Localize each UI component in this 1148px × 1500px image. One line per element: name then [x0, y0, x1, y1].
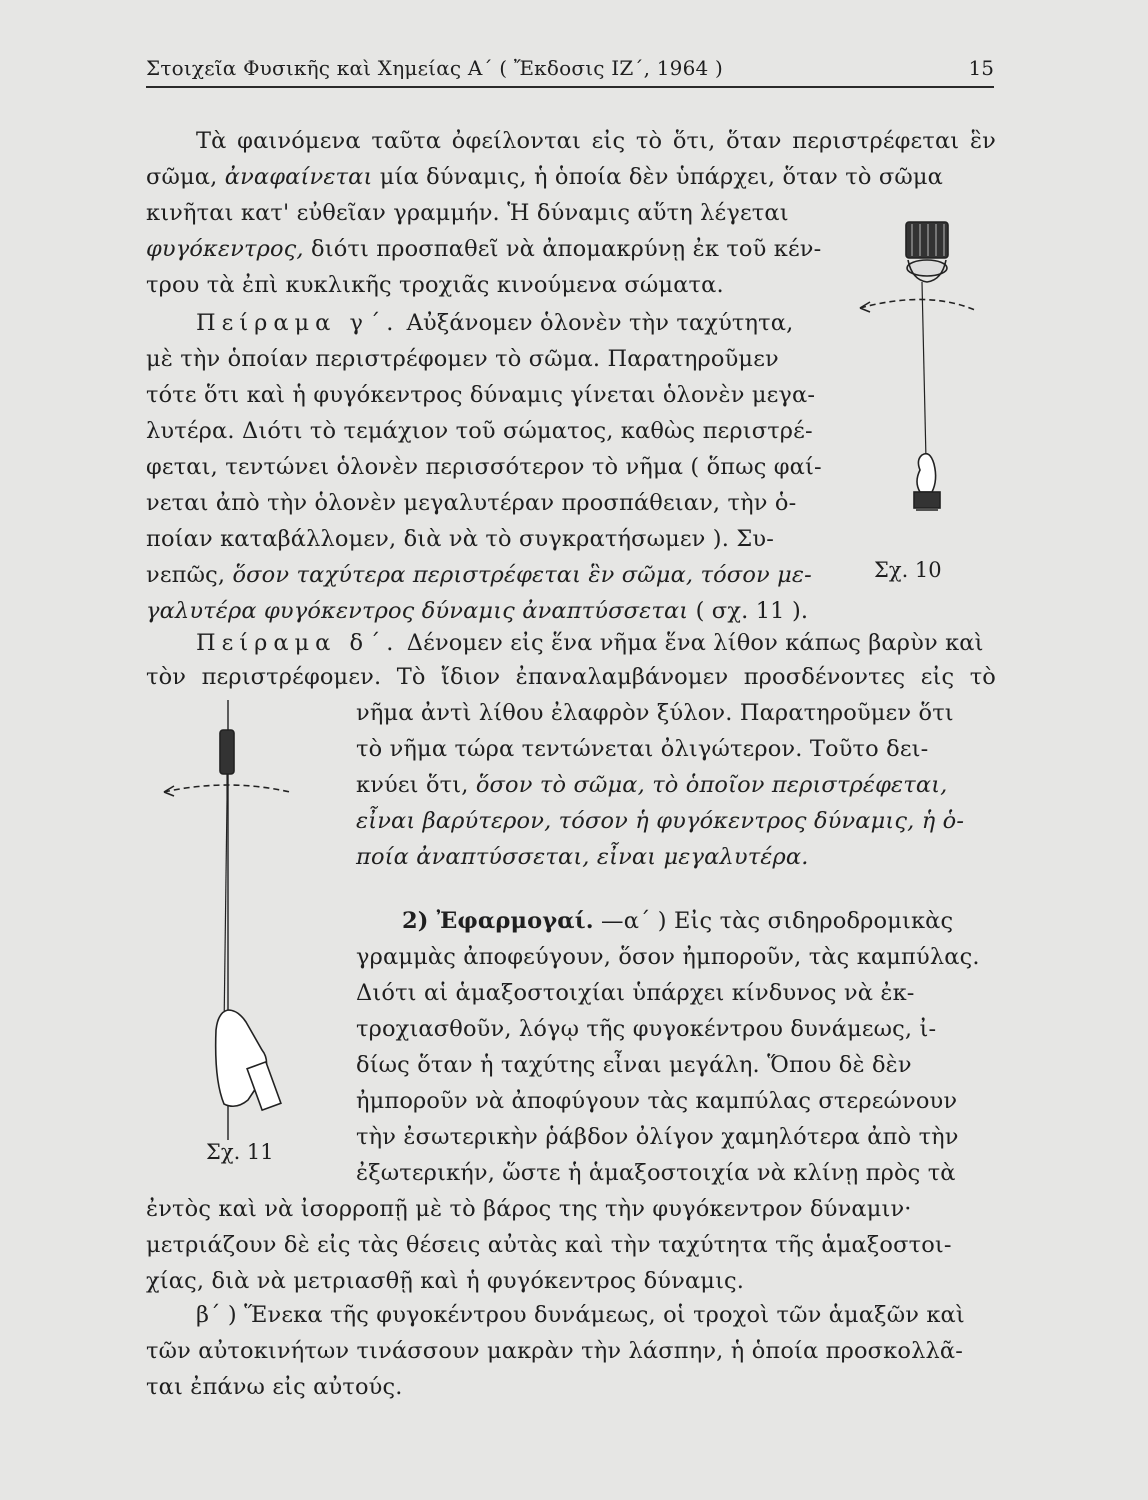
emphasis: γαλυτέρα φυγόκεντρος δύναμις ἀναπτύσσεται — [146, 598, 689, 624]
text-line: λυτέρα. Διότι τὸ τεμάχιον τοῦ σώματος, καθὼς περιστρέ- — [146, 418, 813, 444]
text-line: δίως ὅταν ἡ ταχύτης εἶναι μεγάλη. Ὅπου δὲ δὲν — [356, 1052, 912, 1078]
text-line: β΄ ) Ἕνεκα τῆς φυγοκέντρου δυνάμεως, οἱ τροχοὶ τῶν ἁμαξῶν καὶ — [196, 1302, 965, 1328]
text-line: Πείραμα δ΄. Δένομεν εἰς ἕνα νῆμα ἕνα λίθον κάπως βαρὺν καὶ — [196, 630, 984, 656]
text-line: Πείραμα γ΄. Αὐξάνομεν ὁλονὲν τὴν ταχύτητα, — [196, 310, 794, 336]
text-line: τροχιασθοῦν, λόγῳ τῆς φυγοκέντρου δυνάμεως, ἰ- — [356, 1016, 937, 1042]
text-line: τότε ὅτι καὶ ἡ φυγόκεντρος δύναμις γίνεται ὁλονὲν μεγα- — [146, 382, 816, 408]
figure-11 — [158, 700, 318, 1140]
text-line: γραμμὰς ἀποφεύγουν, ὅσον ἠμποροῦν, τὰς καμπύλας. — [356, 944, 980, 970]
figure-10-caption: Σχ. 10 — [874, 558, 942, 582]
text-line: χίας, διὰ νὰ μετριασθῇ καὶ ἡ φυγόκεντρος δύναμις. — [146, 1268, 745, 1294]
text-line: τρου τὰ ἐπὶ κυκλικῆς τροχιᾶς κινούμενα σώματα. — [146, 272, 724, 298]
text-line: νῆμα ἀντὶ λίθου ἐλαφρὸν ξύλον. Παρατηροῦμεν ὅτι — [356, 700, 954, 726]
emphasis: ὅσον τὸ σῶμα, τὸ ὁποῖον περιστρέφεται, — [475, 772, 948, 798]
hand-holding-rod-with-weight-illustration — [164, 700, 290, 1140]
text-line: ἐξωτερικήν, ὥστε ἡ ἁμαξοστοιχία νὰ κλίνῃ πρὸς τὰ — [356, 1160, 956, 1186]
text-line: φεται, τεντώνει ὁλονὲν περισσότερον τὸ νῆμα ( ὅπως φαί- — [146, 454, 822, 480]
text-line: νεπῶς, ὅσον ταχύτερα περιστρέφεται ἓν σῶμα, τόσον με- — [146, 562, 812, 588]
text-line: Τὰ φαινόμενα ταῦτα ὀφείλονται εἰς τὸ ὅτι, ὅταν περιστρέφεται ἓν — [196, 128, 996, 154]
emphasis: φυγόκεντρος, — [146, 236, 304, 262]
section-heading: 2) Ἐφαρμογαί. — [402, 908, 594, 934]
figure-10 — [850, 210, 990, 550]
text-line: εἶναι βαρύτερον, τόσον ἡ φυγόκεντρος δύναμις, ἡ ὁ- — [356, 808, 965, 834]
text-line: ἐντὸς καὶ νὰ ἰσορροπῇ μὲ τὸ βάρος της τὴν φυγόκεντρον δύναμιν· — [146, 1196, 912, 1222]
text-line: κνύει ὅτι, ὅσον τὸ σῶμα, τὸ ὁποῖον περιστρέφεται, — [356, 772, 948, 798]
text-line: σῶμα, ἀναφαίνεται μία δύναμις, ἡ ὁποία δὲν ὑπάρχει, ὅταν τὸ σῶμα — [146, 164, 944, 190]
text-line: μὲ τὴν ὁποίαν περιστρέφομεν τὸ σῶμα. Παρατηροῦμεν — [146, 346, 779, 372]
text-line: νεται ἀπὸ τὴν ὁλονὲν μεγαλυτέραν προσπάθειαν, τὴν ὁ- — [146, 490, 797, 516]
text-line: ποία ἀναπτύσσεται, εἶναι μεγαλυτέρα. — [356, 844, 809, 870]
experiment-label: Πείραμα δ΄. — [196, 630, 400, 656]
hand-rotating-weighted-string-illustration — [860, 222, 975, 510]
text-line: τὸ νῆμα τώρα τεντώνεται ὀλιγώτερον. Τοῦτο δει- — [356, 736, 929, 762]
page-number: 15 — [968, 56, 994, 80]
emphasis: ὅσον ταχύτερα περιστρέφεται ἓν σῶμα, τόσον με- — [232, 562, 812, 588]
experiment-label: Πείραμα γ΄. — [196, 310, 400, 336]
text-line: 2) Ἐφαρμογαί. —α΄ ) Εἰς τὰς σιδηροδρομικὰς — [402, 908, 954, 934]
text-line: μετριάζουν δὲ εἰς τὰς θέσεις αὐτὰς καὶ τὴν ταχύτητα τῆς ἁμαξοστοι- — [146, 1232, 952, 1258]
text-line: τὸν περιστρέφομεν. Τὸ ἴδιον ἐπαναλαμβάνομεν προσδένοντες εἰς τὸ — [146, 664, 996, 690]
text-line: ποίαν καταβάλλομεν, διὰ νὰ τὸ συγκρατήσωμεν ). Συ- — [146, 526, 774, 552]
header-title: Στοιχεῖα Φυσικῆς καὶ Χημείας Α΄ ( Ἔκδοσις ΙΖ΄, 1964 ) — [146, 56, 723, 80]
text-line: κινῆται κατ' εὐθεῖαν γραμμήν. Ἡ δύναμις αὕτη λέγεται — [146, 200, 789, 226]
text-line: ἠμποροῦν νὰ ἀποφύγουν τὰς καμπύλας στερεώνουν — [356, 1088, 958, 1114]
text-line: ται ἐπάνω εἰς αὐτούς. — [146, 1374, 403, 1400]
text-line: Διότι αἱ ἁμαξοστοιχίαι ὑπάρχει κίνδυνος νὰ ἐκ- — [356, 980, 915, 1006]
text-line: τὴν ἐσωτερικὴν ῥάβδον ὀλίγον χαμηλότερα ἀπὸ τὴν — [356, 1124, 959, 1150]
text-line: φυγόκεντρος, διότι προσπαθεῖ νὰ ἀπομακρύνῃ ἐκ τοῦ κέν- — [146, 236, 822, 262]
emphasis: ἀναφαίνεται — [224, 164, 373, 190]
text-line: τῶν αὐτοκινήτων τινάσσουν μακρὰν τὴν λάσπην, ἡ ὁποία προσκολλᾶ- — [146, 1338, 963, 1364]
running-header — [146, 50, 994, 88]
figure-11-caption: Σχ. 11 — [206, 1140, 274, 1164]
text-line: γαλυτέρα φυγόκεντρος δύναμις ἀναπτύσσεται ( σχ. 11 ). — [146, 598, 809, 624]
